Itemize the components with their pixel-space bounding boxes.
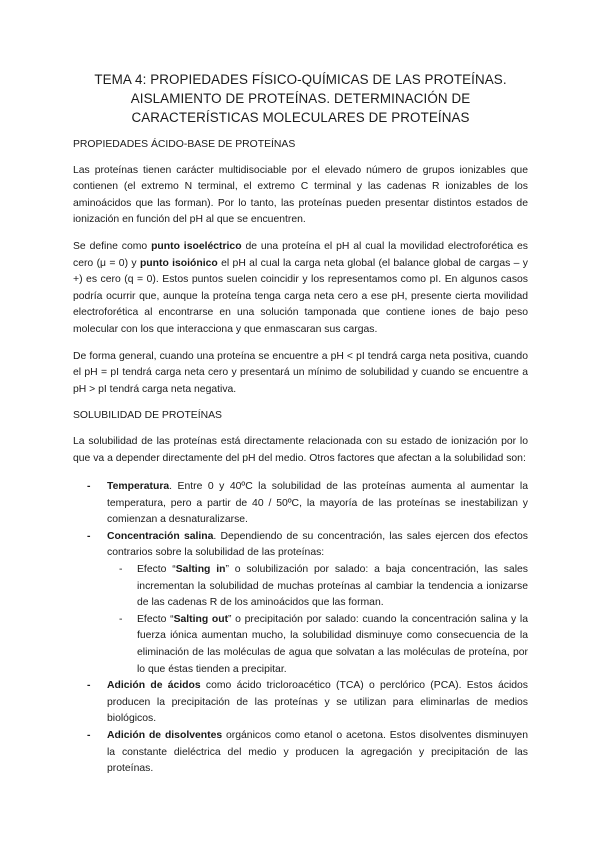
paragraph-charge-vs-ph: De forma general, cuando una proteína se encuentre a pH < pI tendrá carga neta positiva, cuando el pH = pI tendrá carga neta cero y presentará un mínimo de solubilidad y cuando se encuentre a pH > pI tendrá carga neta negativa.	[73, 350, 528, 395]
title-line-1: TEMA 4: PROPIEDADES FÍSICO-QUÍMICAS DE LAS PROTEÍNAS.	[94, 72, 507, 87]
document-title	[73, 70, 528, 127]
list-item-acid-addition	[107, 678, 528, 728]
term-isoelectric-point: punto isoeléctrico	[151, 240, 242, 252]
list-item-salting-in	[137, 562, 528, 612]
paragraph-isoelectric-point	[73, 239, 528, 339]
list-item-salt-concentration	[107, 529, 528, 678]
paragraph-solubility-intro: La solubilidad de las proteínas está directamente relacionada con su estado de ionización por lo que va a depender directamente del pH del medio. Otros factores que afectan a la solubilidad son:	[73, 435, 528, 464]
title-line-2: AISLAMIENTO DE PROTEÍNAS. DETERMINACIÓN DE	[130, 91, 471, 106]
term-acid-addition: Adición de ácidos	[107, 680, 201, 692]
section-heading-acid-base: PROPIEDADES ÁCIDO-BASE DE PROTEÍNAS	[73, 139, 296, 150]
paragraph-text: el pH al cual la carga neta global (el balance global de cargas – y +) es cero (q = 0). Estos puntos suelen coincidir y los representamos como pI. En algunos casos podría ocurrir que, aunque la proteína tenga carga neta cero a ese pH, presente cierta movilidad electroforética al encontrarse en una solución tamponada que contiene iones de bajo peso molecular con los que interacciona y que enmascaran sus cargas.	[73, 257, 528, 335]
term-isoionic-point: punto isoiónico	[139, 257, 218, 269]
title-line-3: CARACTERÍSTICAS MOLECULARES DE PROTEÍNAS	[131, 110, 470, 125]
term-salting-in: Salting in	[175, 564, 226, 576]
list-item-text: . Entre 0 y 40ºC la solubilidad de las proteínas aumenta al aumentar la temperatura, pero a partir de 40 / 50ºC, la mayoría de las proteínas se inestabilizan y comienzan a desnaturalizarse.	[107, 481, 528, 526]
list-item-text: ” o solubilización por salado: a baja concentración, las sales incrementan la solubilidad de muchas proteínas al cambiar la tendencia a ionizarse de las cadenas R de los aminoácidos que las forman.	[137, 564, 528, 609]
paragraph-text: de una proteína el pH al cual la movilidad electroforética es cero (μ = 0) y	[73, 240, 528, 269]
list-item-text: Efecto “	[137, 564, 176, 576]
paragraph-multidisociable: Las proteínas tienen carácter multidisociable por el elevado número de grupos ionizables que contienen (el extremo N terminal, el extremo C terminal y las cadenas R ionizables de los aminoácidos que las forman). Por lo tanto, las proteínas pueden presentar distintos estados de ionización en función del pH al que se encuentren.	[73, 164, 528, 226]
salt-effects-list	[107, 562, 528, 678]
list-item-solvent-addition	[107, 728, 528, 778]
list-item-text: orgánicos como etanol o acetona. Estos disolventes disminuyen la constante dieléctrica del medio y producen la agregación y precipitación de las proteínas.	[107, 730, 528, 775]
list-item-salting-out	[137, 612, 528, 678]
section-heading-solubility: SOLUBILIDAD DE PROTEÍNAS	[73, 410, 222, 422]
term-solvent-addition: Adición de disolventes	[107, 730, 223, 741]
list-item-temperature	[107, 479, 528, 529]
paragraph-text: Se define como	[73, 240, 152, 252]
term-salt-concentration: Concentración salina	[107, 530, 214, 542]
list-item-text: ” o precipitación por salado: cuando la concentración salina y la fuerza iónica aumentan mucho, la solubilidad disminuye como consecuencia de la eliminación de las moléculas de agua que solvatan a las moléculas de proteína, por lo que éstas tienden a precipitar.	[137, 613, 528, 675]
list-item-text: como ácido tricloroacético (TCA) o perclórico (PCA). Estos ácidos producen la precipitación de las proteínas y se utilizan para eliminarlas de medios biológicos.	[107, 680, 529, 725]
solubility-factors-list	[73, 479, 528, 778]
list-item-text: . Dependiendo de su concentración, las sales ejercen dos efectos contrarios sobre la solubilidad de las proteínas:	[107, 530, 528, 559]
list-item-text: Efecto “	[137, 613, 174, 625]
term-temperature: Temperatura	[107, 481, 170, 493]
term-salting-out: Salting out	[173, 613, 229, 625]
